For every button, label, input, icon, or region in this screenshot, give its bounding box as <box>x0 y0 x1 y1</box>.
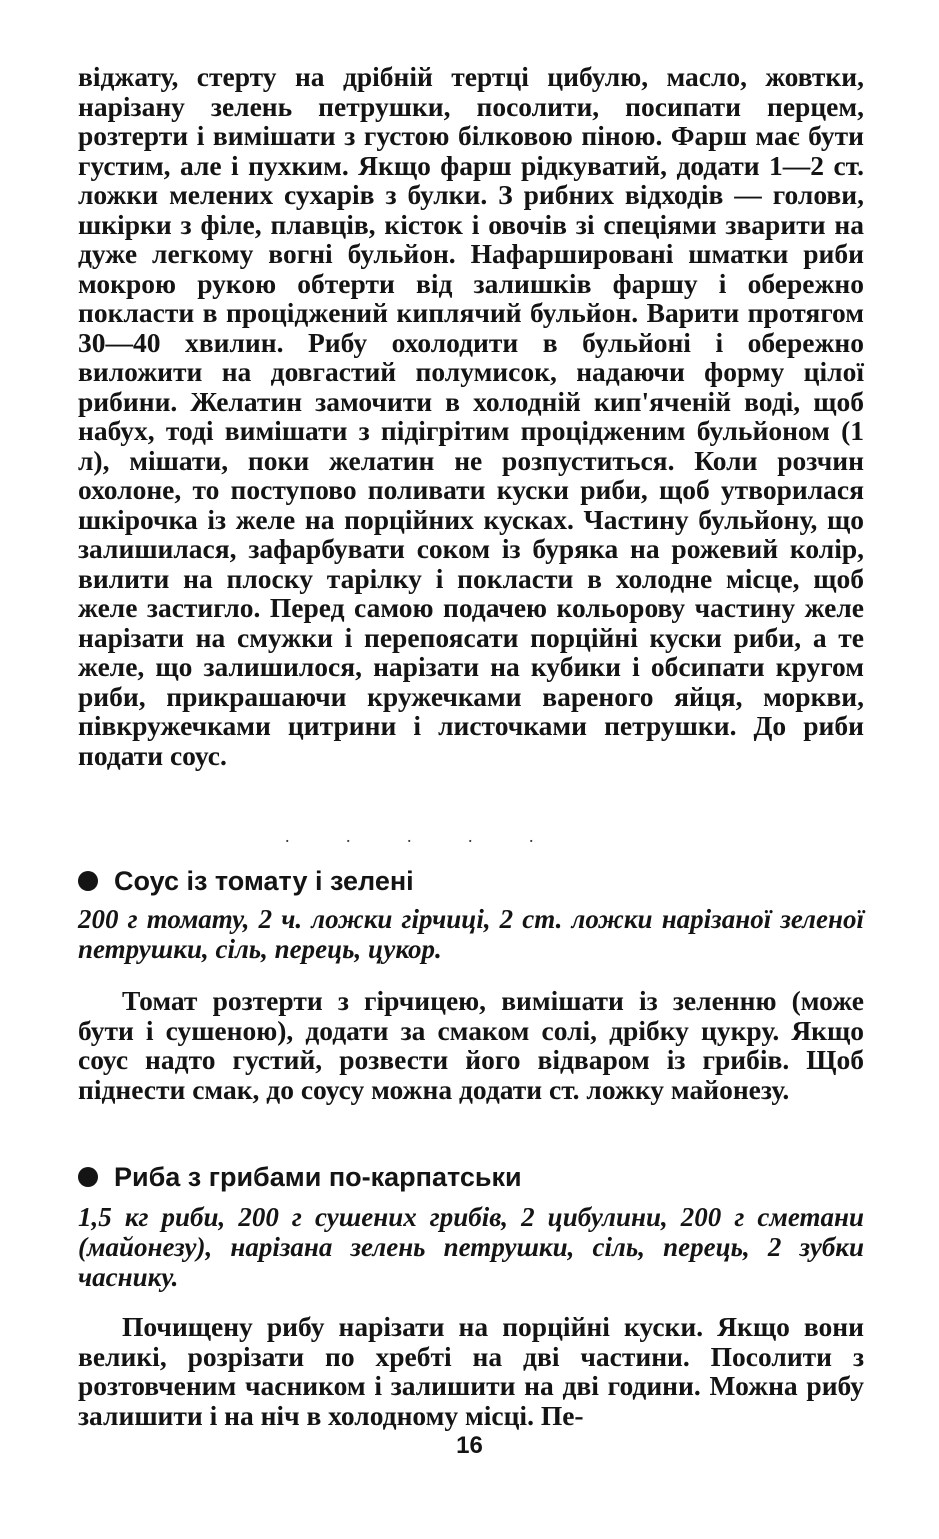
bullet-icon <box>78 1167 98 1187</box>
bullet-icon <box>78 871 98 891</box>
section-divider: . . . . . <box>285 826 560 846</box>
recipe-ingredients: 200 г томату, 2 ч. ложки гірчиці, 2 ст. ложки нарізаної зеленої петрушки, сіль, перець, цукор. <box>78 904 864 964</box>
recipe-instructions: Почищену рибу нарізати на порційні куски. Якщо вони великі, розрізати по хребті на дві частини. Посолити з розтовченим часником і залишити на дві години. Можна рибу залишити і на ніч в холодному місці. Пе- <box>78 1311 864 1431</box>
recipe-title-text: Соус із томату і зелені <box>114 866 414 896</box>
recipe-fish-mushrooms <box>78 1162 864 1430</box>
continued-recipe-text <box>78 62 864 770</box>
recipe-instructions: Томат розтерти з гірчицею, вимішати із зеленню (може бути і сушеною), додати за смаком солі, дрібку цукру. Якщо соус надто густий, розвести його відваром із грибів. Щоб піднести смак, до соусу можна додати ст. ложку майонезу. <box>78 985 864 1105</box>
body-paragraph: віджату, стерту на дрібній тертці цибулю, масло, жовтки, нарізану зелень петрушки, посолити, посипати перцем, розтерти і вимішати з густою білковою піною. Фарш має бути густим, але і пухким. Якщо фарш рідкуватий, додати 1—2 ст. ложки мелених сухарів з булки. З рибних відходів — голови, шкірки з філе, плавців, кісток і овочів зі спеціями зварити на дуже легкому вогні бульйон. Нафаршировані шматки риби мокрою рукою обтерти від залишків фаршу і обережно покласти в проціджeний киплячий бульйон. Варити протягом 30—40 хвилин. Рибу охолодити в бульйоні і обережно виложити на довгастий полумисок, надаючи форму цілої рибини. Желатин замочити в холодній кип'яченій воді, щоб набух, тоді вимішати з підігрітим проціджeним бульйоном (1 л), мішати, поки желатин не розпуститься. Коли розчин охолоне, то поступово поливати куски риби, щоб утворилася шкірочка із желе на порційних кусках. Частину бульйону, що залишилася, зафарбувати соком із буряка на рожевий колір, вилити на плоску тарілку і покласти в холодне місце, щоб желе застигло. Перед самою подачею кольорову частину желе нарізати на смужки і перепоясати порційні куски риби, а те желе, що залишилося, нарізати на кубики і обсипати кругом риби, прикрашаючи кружечками вареного яйця, моркви, півкружечками цитрини і листочками петрушки. До риби подати соус. <box>78 61 864 771</box>
recipe-sauce <box>78 866 864 1104</box>
recipe-title <box>78 866 864 896</box>
recipe-ingredients: 1,5 кг риби, 200 г сушених грибів, 2 цибулини, 200 г сметани (майонезу), нарізана зелень петрушки, сіль, перець, 2 зубки часнику. <box>78 1202 864 1292</box>
recipe-title-text: Риба з грибами по-карпатськи <box>114 1162 522 1192</box>
recipe-title <box>78 1162 864 1192</box>
page-number: 16 <box>456 1432 483 1459</box>
